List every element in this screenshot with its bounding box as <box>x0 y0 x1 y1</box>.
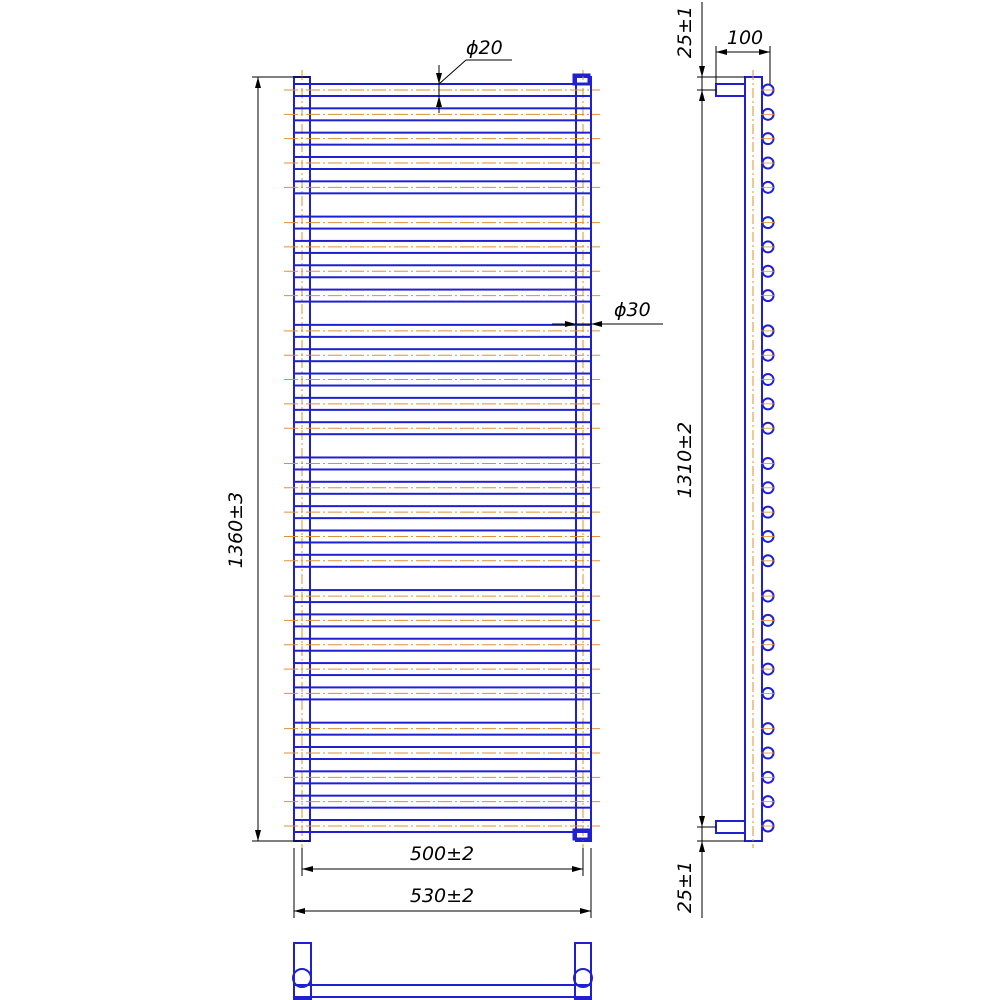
wall-arrow-left <box>716 49 727 55</box>
center-distance-horizontal-label: 500±2 <box>409 843 475 865</box>
collector-diameter-label: ϕ30 <box>614 299 651 321</box>
rail-diameter-label: ϕ20 <box>466 37 503 59</box>
width500-arrow-right <box>572 866 583 872</box>
width530-arrow-left <box>294 908 305 914</box>
top-view <box>293 943 592 999</box>
height-arrow-bottom <box>255 830 261 841</box>
top-bracket <box>716 84 745 96</box>
total-width-label: 530±2 <box>409 885 475 907</box>
side-view <box>716 70 775 848</box>
offset-bottom-arrow <box>699 841 705 852</box>
center-distance-vertical-label: 1310±2 <box>674 421 696 499</box>
collector-dia-arrow-right <box>591 321 602 327</box>
rail-dia-arrow-bottom <box>436 96 442 107</box>
wall-distance-label: 100 <box>726 27 764 49</box>
center-top-arrow <box>699 90 705 101</box>
front-view <box>284 70 600 848</box>
offset-bottom-label: 25±1 <box>674 860 696 914</box>
height-arrow-top <box>255 77 261 88</box>
total-height-label: 1360±3 <box>225 491 247 569</box>
center-bottom-arrow <box>699 816 705 827</box>
collector-dia-arrow-left <box>565 321 576 327</box>
width500-arrow-left <box>302 866 313 872</box>
bottom-bracket <box>716 821 745 833</box>
wall-arrow-right <box>759 49 770 55</box>
rail-dia-leader <box>439 60 466 84</box>
width530-arrow-right <box>580 908 591 914</box>
top-view-rail <box>294 985 591 997</box>
offset-top-arrow <box>699 66 705 77</box>
offset-top-label: 25±1 <box>674 5 696 59</box>
